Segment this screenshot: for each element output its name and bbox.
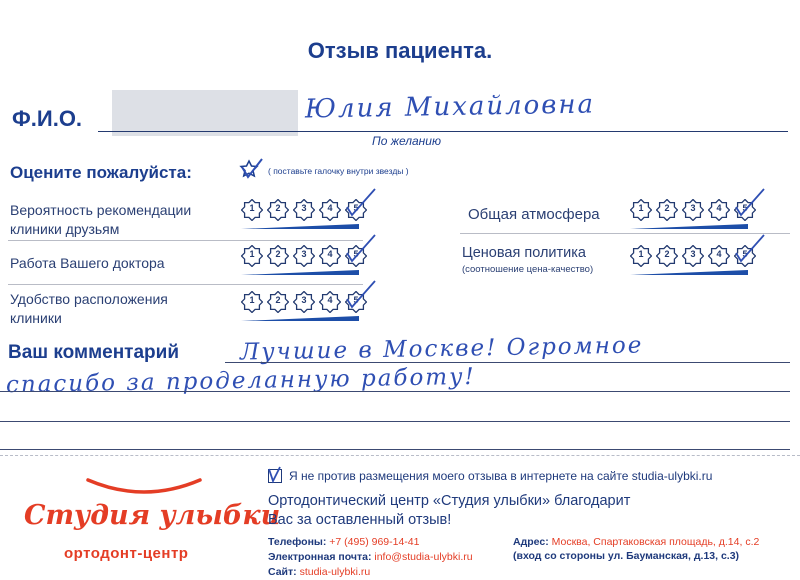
comment-label: Ваш комментарий — [8, 342, 180, 363]
criterion-price-stars[interactable] — [630, 245, 756, 267]
star-2[interactable]: 2 — [656, 199, 678, 221]
fio-label: Ф.И.О. — [12, 106, 83, 131]
star-3[interactable]: 3 — [293, 291, 315, 313]
comment-handwritten-line2: спасибо за проделанную работу! — [5, 363, 476, 399]
star-5[interactable]: 5 — [345, 199, 367, 221]
checkmark-icon — [732, 185, 766, 219]
email-label: Электронная почта: — [268, 551, 372, 563]
rating-hint: ( поставьте галочку внутри звезды ) — [268, 166, 409, 176]
checkmark-icon — [343, 185, 377, 219]
fio-underline — [98, 131, 788, 132]
site-label: Сайт: — [268, 566, 297, 578]
thanks-text: Ортодонтический центр «Студия улыбки» благодарит Вас за оставленный отзыв! — [268, 493, 631, 528]
address-label: Адрес: — [513, 536, 549, 548]
star-2[interactable]: 2 — [267, 199, 289, 221]
separator — [8, 284, 363, 285]
fio-hint: По желанию — [372, 134, 441, 148]
comment-rule — [225, 362, 790, 363]
contacts-block — [268, 535, 473, 580]
star-4[interactable]: 4 — [708, 199, 730, 221]
star-4[interactable]: 4 — [319, 245, 341, 267]
star-5[interactable]: 5 — [734, 245, 756, 267]
star-5[interactable]: 5 — [734, 199, 756, 221]
criterion-recommend-label: Вероятность рекомендации клиники друзьям — [10, 202, 192, 237]
star-3[interactable]: 3 — [682, 245, 704, 267]
site-value[interactable]: studia-ulybki.ru — [299, 566, 371, 578]
criterion-location-label: Удобство расположения клиники — [10, 291, 168, 326]
address-value: Москва, Спартаковская площадь, д.14, с.2 — [551, 536, 760, 548]
star-3[interactable]: 3 — [293, 199, 315, 221]
separator — [8, 240, 363, 241]
phone-value[interactable]: +7 (495) 969-14-41 — [329, 536, 420, 548]
logo-wordmark: Студия улыбки — [24, 500, 281, 531]
criterion-location-stars[interactable] — [241, 291, 367, 313]
comment-handwritten-line1: Лучшие в Москве! Огромное — [239, 332, 644, 366]
checkmark-icon — [343, 277, 377, 311]
comment-rule — [0, 421, 790, 422]
star-4[interactable]: 4 — [708, 245, 730, 267]
consent-text: Я не против размещения моего отзыва в интернете на сайте studia-ulybki.ru — [289, 469, 713, 483]
star-1[interactable]: 1 — [241, 199, 263, 221]
star-4[interactable]: 4 — [319, 199, 341, 221]
star-1[interactable]: 1 — [241, 245, 263, 267]
star-4[interactable]: 4 — [319, 291, 341, 313]
criterion-recommend-wedge — [241, 224, 359, 229]
address-note: (вход со стороны ул. Бауманская, д.13, с.3) — [513, 550, 740, 562]
criterion-doctor-wedge — [241, 270, 359, 275]
star-5[interactable]: 5 — [345, 245, 367, 267]
criterion-price-wedge — [630, 270, 748, 275]
criterion-price-label: Ценовая политика — [462, 245, 586, 261]
comment-rule — [0, 391, 790, 392]
email-value[interactable]: info@studia-ulybki.ru — [374, 551, 473, 563]
criterion-location-wedge — [241, 316, 359, 321]
star-1[interactable]: 1 — [630, 199, 652, 221]
star-2[interactable]: 2 — [267, 291, 289, 313]
rating-title: Оцените пожалуйста: — [10, 163, 192, 182]
star-2[interactable]: 2 — [267, 245, 289, 267]
star-3[interactable]: 3 — [682, 199, 704, 221]
star-5[interactable]: 5 — [345, 291, 367, 313]
checkmark-icon — [732, 231, 766, 265]
redacted-surname — [112, 90, 298, 136]
phone-label: Телефоны: — [268, 536, 327, 548]
star-1[interactable]: 1 — [241, 291, 263, 313]
star-3[interactable]: 3 — [293, 245, 315, 267]
criterion-recommend-stars[interactable] — [241, 199, 367, 221]
criterion-doctor-label: Работа Вашего доктора — [10, 255, 165, 271]
criterion-price-sublabel: (соотношение цена-качество) — [462, 264, 594, 275]
comment-rule — [0, 449, 790, 450]
footer-separator — [0, 455, 800, 456]
criterion-doctor-stars[interactable] — [241, 245, 367, 267]
star-1[interactable]: 1 — [630, 245, 652, 267]
logo-subtitle: ортодонт-центр — [64, 545, 189, 562]
criterion-atmosphere-wedge — [630, 224, 748, 229]
address-block — [513, 535, 759, 563]
fio-handwritten: Юлия Михайловна — [304, 89, 596, 125]
sample-check-star-icon — [237, 157, 265, 188]
criterion-atmosphere-stars[interactable] — [630, 199, 756, 221]
checkmark-icon — [343, 231, 377, 265]
criterion-atmosphere-label: Общая атмосфера — [468, 206, 600, 223]
form-title: Отзыв пациента. — [307, 38, 493, 63]
star-2[interactable]: 2 — [656, 245, 678, 267]
consent-check-icon — [266, 465, 286, 490]
